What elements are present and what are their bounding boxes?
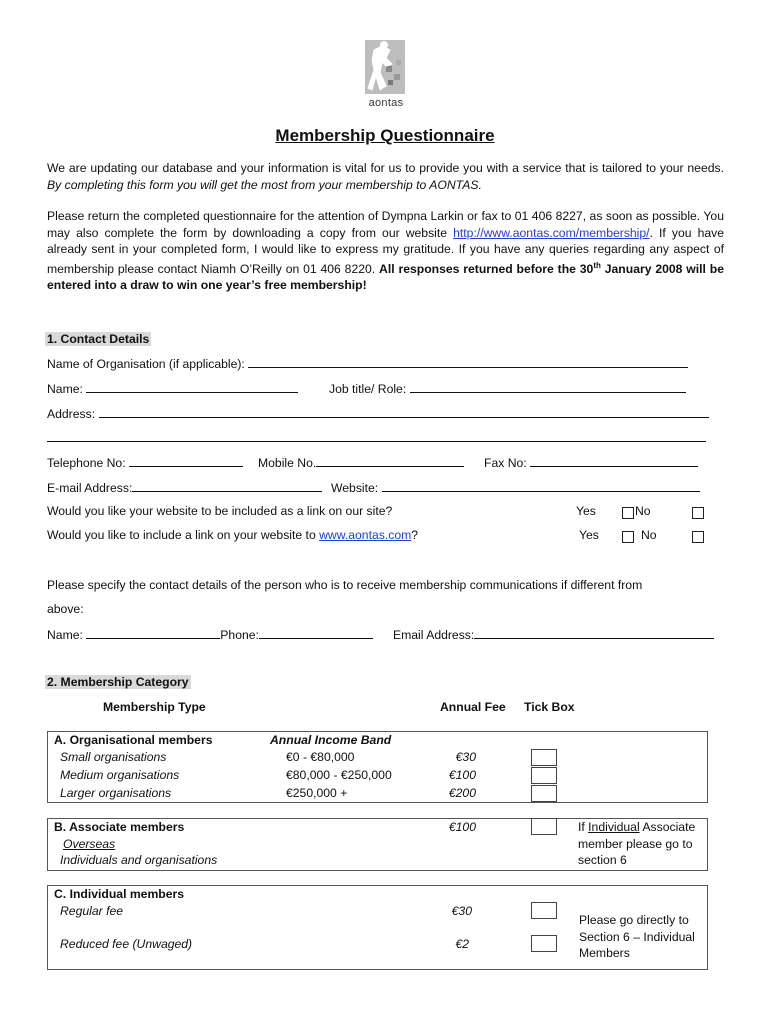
alt-phone-label: Phone: [220, 628, 259, 642]
address-row [47, 405, 709, 421]
telephone-row [47, 454, 243, 470]
associate-members-title: B. Associate members [54, 820, 185, 834]
yes-label: Yes [576, 504, 596, 518]
large-org-fee: €200 [448, 786, 476, 800]
reduced-fee-amount: €2 [455, 937, 469, 951]
name-row [47, 380, 298, 396]
address-field-line-2[interactable] [47, 441, 706, 442]
alt-email-row [393, 626, 714, 642]
q1-no-checkbox[interactable] [692, 507, 704, 519]
queries-text: . If you have already sent in your completed form, I would like to express my gratitude. If you have any queries regarding any aspect of membership please contact Niamh O’Reilly on 01 406 8220. [47, 225, 725, 276]
job-title-label: Job title/ Role: [329, 382, 407, 396]
website-label: Website: [331, 481, 379, 495]
individual-members-title: C. Individual members [54, 887, 185, 901]
associate-fee: €100 [448, 820, 476, 834]
job-title-field[interactable] [410, 380, 686, 393]
mobile-row [258, 454, 464, 470]
contact-details-heading: 1. Contact Details [47, 332, 150, 346]
income-band-header: Annual Income Band [270, 733, 392, 747]
org-name-field[interactable] [248, 355, 688, 368]
intro-paragraph-2 [47, 208, 724, 294]
website-row [331, 479, 700, 495]
associate-note: If Individual Associate member please go to section 6 [578, 820, 696, 867]
return-instructions: Please return the completed questionnaire for the attention of Dympna Larkin or fax to 01 406 8227, as soon as possible. You may also complete the form by downloading a copy from our website [47, 209, 724, 240]
job-title-row [329, 380, 686, 396]
regular-fee-label: Regular fee [60, 904, 124, 918]
org-name-label: Name of Organisation (if applicable): [47, 357, 245, 371]
page-title: Membership Questionnaire [275, 126, 495, 145]
org-name-row [47, 355, 688, 371]
large-org-tickbox[interactable] [531, 785, 557, 802]
question-mark: ? [411, 528, 419, 542]
fax-label: Fax No: [484, 456, 527, 470]
col-tick-box: Tick Box [524, 700, 575, 714]
reduced-fee-tickbox[interactable] [531, 935, 557, 952]
regular-fee-tickbox[interactable] [531, 902, 557, 919]
small-org-tickbox[interactable] [531, 749, 557, 766]
name-field[interactable] [86, 380, 298, 393]
include-link-text: Would you like to include a link on your website to [47, 528, 316, 542]
include-link-question [47, 527, 418, 543]
email-field[interactable] [132, 479, 322, 492]
mobile-field[interactable] [316, 454, 464, 467]
email-label: E-mail Address: [47, 481, 133, 495]
yes-label: Yes [579, 528, 599, 542]
draw-notice: All responses returned before the 30th January 2008 will be entered into a draw to win one year’s free membership! [47, 260, 725, 293]
no-label: No [641, 528, 657, 542]
email-row [47, 479, 322, 495]
associate-tickbox[interactable] [531, 818, 557, 835]
medium-org-fee: €100 [448, 768, 476, 782]
alt-phone-field[interactable] [259, 626, 373, 639]
alt-email-label: Email Address: [393, 628, 475, 642]
large-org-band: €250,000 + [286, 786, 348, 800]
telephone-label: Telephone No: [47, 456, 126, 470]
intro-paragraph-1 [47, 160, 724, 193]
small-org-fee: €30 [455, 750, 476, 764]
address-label: Address: [47, 407, 96, 421]
reduced-fee-label: Reduced fee (Unwaged) [60, 937, 193, 951]
individuals-orgs-label: Individuals and organisations [60, 853, 218, 867]
small-org-label: Small organisations [60, 750, 167, 764]
medium-org-tickbox[interactable] [531, 767, 557, 784]
specify-contact-text: Please specify the contact details of the person who is to receive membership communications if different from [47, 578, 643, 592]
mobile-label: Mobile No. [258, 456, 317, 470]
medium-org-label: Medium organisations [60, 768, 180, 782]
small-org-band: €0 - €80,000 [286, 750, 355, 764]
col-membership-type: Membership Type [103, 700, 206, 714]
alt-name-field[interactable] [86, 626, 220, 639]
org-members-title: A. Organisational members [54, 733, 213, 747]
alt-email-field[interactable] [474, 626, 714, 639]
website-link-question: Would you like your website to be included as a link on our site? [47, 504, 393, 518]
col-annual-fee: Annual Fee [440, 700, 506, 714]
address-field[interactable] [99, 405, 709, 418]
intro-italic-text: By completing this form you will get the most from your membership to AONTAS. [47, 177, 482, 192]
membership-link[interactable]: http://www.aontas.com/membership/ [453, 225, 650, 240]
medium-org-band: €80,000 - €250,000 [286, 768, 392, 782]
alt-contact-row [47, 626, 373, 642]
alt-name-label: Name: [47, 628, 83, 642]
fax-row [484, 454, 698, 470]
fax-field[interactable] [530, 454, 698, 467]
name-label: Name: [47, 382, 83, 396]
website-field[interactable] [382, 479, 700, 492]
q2-no-checkbox[interactable] [692, 531, 704, 543]
large-org-label: Larger organisations [60, 786, 172, 800]
individual-note: Please go directly to Section 6 – Individual Members [579, 913, 695, 960]
intro-text: We are updating our database and your information is vital for us to provide you with a service that is tailored to your needs. [47, 161, 724, 175]
q1-yes-checkbox[interactable] [622, 507, 634, 519]
logo-wordmark: aontas [368, 97, 404, 109]
no-label: No [635, 504, 651, 518]
aontas-link[interactable]: www.aontas.com [319, 528, 412, 542]
telephone-field[interactable] [129, 454, 243, 467]
above-text: above: [47, 602, 84, 616]
regular-fee-amount: €30 [451, 904, 472, 918]
q2-yes-checkbox[interactable] [622, 531, 634, 543]
overseas-label: Overseas [63, 837, 116, 851]
membership-category-heading: 2. Membership Category [47, 675, 189, 689]
